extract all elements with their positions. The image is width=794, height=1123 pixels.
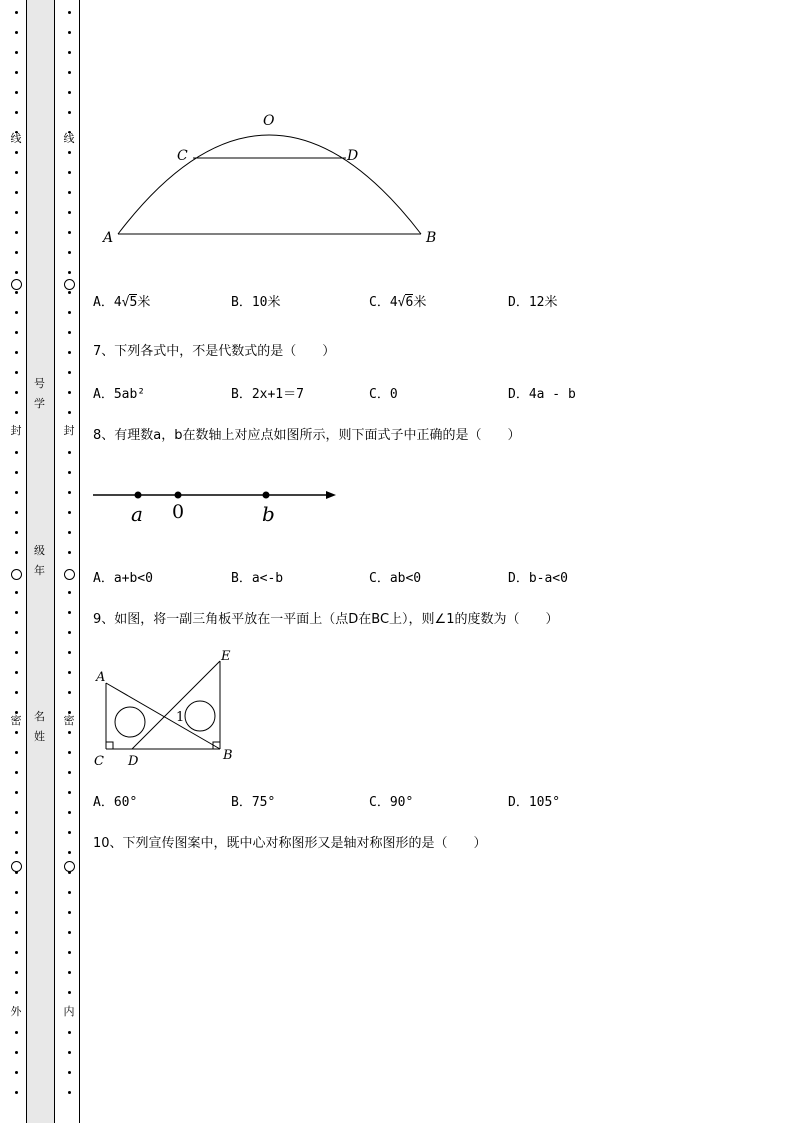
margin-dot	[15, 511, 18, 514]
margin-dot	[15, 1071, 18, 1074]
margin-dot	[68, 731, 71, 734]
margin-dot	[15, 1051, 18, 1054]
margin-dot	[15, 851, 18, 854]
strip-label-nian: 年	[34, 564, 45, 577]
label-a: A	[103, 230, 114, 246]
margin-dot	[15, 651, 18, 654]
margin-dot	[15, 831, 18, 834]
margin-dot	[15, 691, 18, 694]
label-a: a	[131, 502, 143, 526]
q9-option-d[interactable]: D．105°	[508, 795, 561, 810]
margin-dot	[15, 1091, 18, 1094]
sqrt-symbol: √	[397, 295, 406, 310]
label-b: b	[262, 502, 275, 526]
outer-circle-mark	[11, 279, 22, 290]
margin-dot	[68, 831, 71, 834]
margin-dot	[15, 671, 18, 674]
margin-dot	[68, 171, 71, 174]
margin-dot	[68, 311, 71, 314]
label-angle-1: 1	[176, 710, 185, 725]
margin-dot	[15, 611, 18, 614]
margin-dot	[68, 551, 71, 554]
strip-label-hao: 号	[34, 377, 45, 390]
margin-dot	[68, 91, 71, 94]
outer-word-wai: 外	[10, 1005, 22, 1018]
q9-stem: 9、如图，将一副三角板平放在一平面上（点D在BC上），则∠1的度数为（ ）	[93, 612, 559, 627]
label-d: D	[347, 148, 359, 164]
q9-option-c[interactable]: C．90°	[369, 795, 414, 810]
margin-dot	[15, 151, 18, 154]
q7-option-c[interactable]: C．0	[369, 387, 398, 402]
margin-dot	[68, 811, 71, 814]
margin-dot	[15, 191, 18, 194]
q8-option-b[interactable]: B．a<-b	[231, 571, 284, 586]
arch-figure	[95, 108, 445, 248]
margin-dot	[68, 191, 71, 194]
q7-option-d[interactable]: D．4a - b	[508, 387, 576, 402]
margin-dot	[15, 1031, 18, 1034]
margin-dot	[15, 31, 18, 34]
margin-dot	[15, 631, 18, 634]
margin-dot	[68, 11, 71, 14]
margin-dot	[68, 331, 71, 334]
side-ab	[106, 683, 220, 749]
q7-option-b[interactable]: B．2x+1＝7	[231, 387, 304, 402]
margin-dot	[68, 1071, 71, 1074]
margin-dot	[15, 771, 18, 774]
q8-option-a[interactable]: A．a+b<0	[93, 571, 153, 586]
margin-dot	[68, 491, 71, 494]
margin-dot	[68, 511, 71, 514]
margin-dot	[68, 391, 71, 394]
margin-dot	[15, 411, 18, 414]
margin-dot	[68, 691, 71, 694]
margin-dot	[15, 591, 18, 594]
margin-dot	[68, 291, 71, 294]
margin-dot	[68, 151, 71, 154]
margin-dot	[15, 371, 18, 374]
number-line-figure	[90, 480, 350, 530]
margin-dot	[68, 791, 71, 794]
margin-dot	[15, 291, 18, 294]
margin-dot	[68, 931, 71, 934]
strip-label-ming: 名	[34, 710, 45, 723]
margin-dot	[15, 491, 18, 494]
margin-dot	[68, 111, 71, 114]
q6-option-c[interactable]: C．4√6米	[369, 295, 427, 310]
margin-dot	[68, 671, 71, 674]
q8-option-c[interactable]: C．ab<0	[369, 571, 422, 586]
margin-dot	[15, 71, 18, 74]
margin-dot	[68, 211, 71, 214]
margin-dot	[15, 391, 18, 394]
q9-option-a[interactable]: A．60°	[93, 795, 138, 810]
margin-dot	[68, 591, 71, 594]
side-de	[132, 661, 220, 749]
margin-dot	[15, 271, 18, 274]
inner-dot-column	[62, 0, 76, 1111]
margin-dot	[68, 1091, 71, 1094]
margin-dot	[68, 771, 71, 774]
margin-dot	[15, 991, 18, 994]
margin-dot	[15, 951, 18, 954]
point-a	[135, 492, 142, 499]
q10-stem: 10、下列宣传图案中，既中心对称图形又是轴对称图形的是（ ）	[93, 836, 487, 851]
outer-dot-column	[9, 0, 23, 1111]
label-a: A	[96, 670, 106, 685]
label-c: C	[94, 754, 104, 769]
strip-label-xue: 学	[34, 397, 45, 410]
margin-dot	[15, 331, 18, 334]
margin-dot	[68, 271, 71, 274]
q6-option-b[interactable]: B．10米	[231, 295, 281, 310]
margin-dot	[68, 971, 71, 974]
label-c: C	[177, 148, 188, 164]
margin-dot	[15, 251, 18, 254]
point-zero	[175, 492, 182, 499]
margin-dot	[68, 231, 71, 234]
outer-word-xian: 线	[10, 132, 22, 145]
label-b: B	[223, 748, 233, 763]
q9-option-b[interactable]: B．75°	[231, 795, 276, 810]
margin-dot	[15, 51, 18, 54]
margin-dot	[68, 251, 71, 254]
margin-dot	[15, 531, 18, 534]
margin-dot	[68, 71, 71, 74]
margin-dot	[68, 851, 71, 854]
margin-dot	[68, 611, 71, 614]
margin-dot	[68, 411, 71, 414]
label-o: O	[263, 113, 275, 129]
label-b: B	[426, 230, 437, 246]
margin-dot	[15, 791, 18, 794]
margin-dot	[15, 91, 18, 94]
inner-circle-mark	[64, 861, 75, 872]
label-d: D	[128, 754, 139, 769]
margin-dot	[68, 471, 71, 474]
margin-dot	[15, 11, 18, 14]
student-info-strip	[26, 0, 55, 1123]
strip-label-ji: 级	[34, 544, 45, 557]
margin-dot	[15, 171, 18, 174]
margin-dot	[15, 971, 18, 974]
triangle-hole-right	[185, 701, 215, 731]
strip-label-xing: 姓	[34, 730, 45, 743]
inner-circle-mark	[64, 279, 75, 290]
margin-dot	[68, 1031, 71, 1034]
label-e: E	[221, 649, 231, 664]
q7-stem: 7、下列各式中，不是代数式的是（ ）	[93, 344, 336, 359]
margin-dot	[15, 731, 18, 734]
margin-dot	[68, 31, 71, 34]
margin-dot	[15, 451, 18, 454]
inner-word-mi: 密	[63, 714, 75, 727]
margin-dot	[68, 371, 71, 374]
label-zero: 0	[172, 501, 185, 523]
margin-dot	[15, 211, 18, 214]
outer-word-mi: 密	[10, 714, 22, 727]
q7-option-a[interactable]: A．5ab²	[93, 387, 146, 402]
parabola-arc	[118, 135, 421, 234]
margin-dot	[15, 551, 18, 554]
margin-dot	[15, 911, 18, 914]
number-line-arrow	[326, 491, 336, 499]
margin-dot	[68, 451, 71, 454]
outer-circle-mark	[11, 569, 22, 580]
margin-dot	[68, 951, 71, 954]
margin-dot	[68, 891, 71, 894]
inner-word-nei: 内	[63, 1005, 75, 1018]
margin-dot	[15, 311, 18, 314]
q6-option-a[interactable]: A．4√5米	[93, 295, 151, 310]
margin-dot	[15, 931, 18, 934]
margin-dot	[68, 51, 71, 54]
point-b	[263, 492, 270, 499]
margin-dot	[15, 471, 18, 474]
triangle-set-figure	[90, 645, 240, 770]
outer-circle-mark	[11, 861, 22, 872]
outer-word-feng: 封	[10, 424, 22, 437]
inner-word-feng: 封	[63, 424, 75, 437]
sqrt-symbol: √	[121, 295, 130, 310]
margin-dot	[68, 651, 71, 654]
q8-stem: 8、有理数a，b在数轴上对应点如图所示，则下面式子中正确的是（ ）	[93, 428, 521, 443]
right-angle-c	[106, 742, 113, 749]
margin-dot	[15, 111, 18, 114]
margin-dot	[15, 351, 18, 354]
inner-circle-mark	[64, 569, 75, 580]
margin-border-line	[79, 0, 80, 1123]
margin-dot	[68, 751, 71, 754]
margin-dot	[15, 231, 18, 234]
q8-option-d[interactable]: D．b-a<0	[508, 571, 568, 586]
triangle-hole-left	[115, 707, 145, 737]
margin-dot	[68, 991, 71, 994]
margin-dot	[68, 1051, 71, 1054]
margin-dot	[68, 531, 71, 534]
margin-dot	[15, 751, 18, 754]
q6-option-d[interactable]: D．12米	[508, 295, 558, 310]
inner-word-xian: 线	[63, 132, 75, 145]
margin-dot	[15, 811, 18, 814]
margin-dot	[68, 351, 71, 354]
margin-dot	[15, 891, 18, 894]
margin-dot	[68, 631, 71, 634]
margin-dot	[68, 911, 71, 914]
